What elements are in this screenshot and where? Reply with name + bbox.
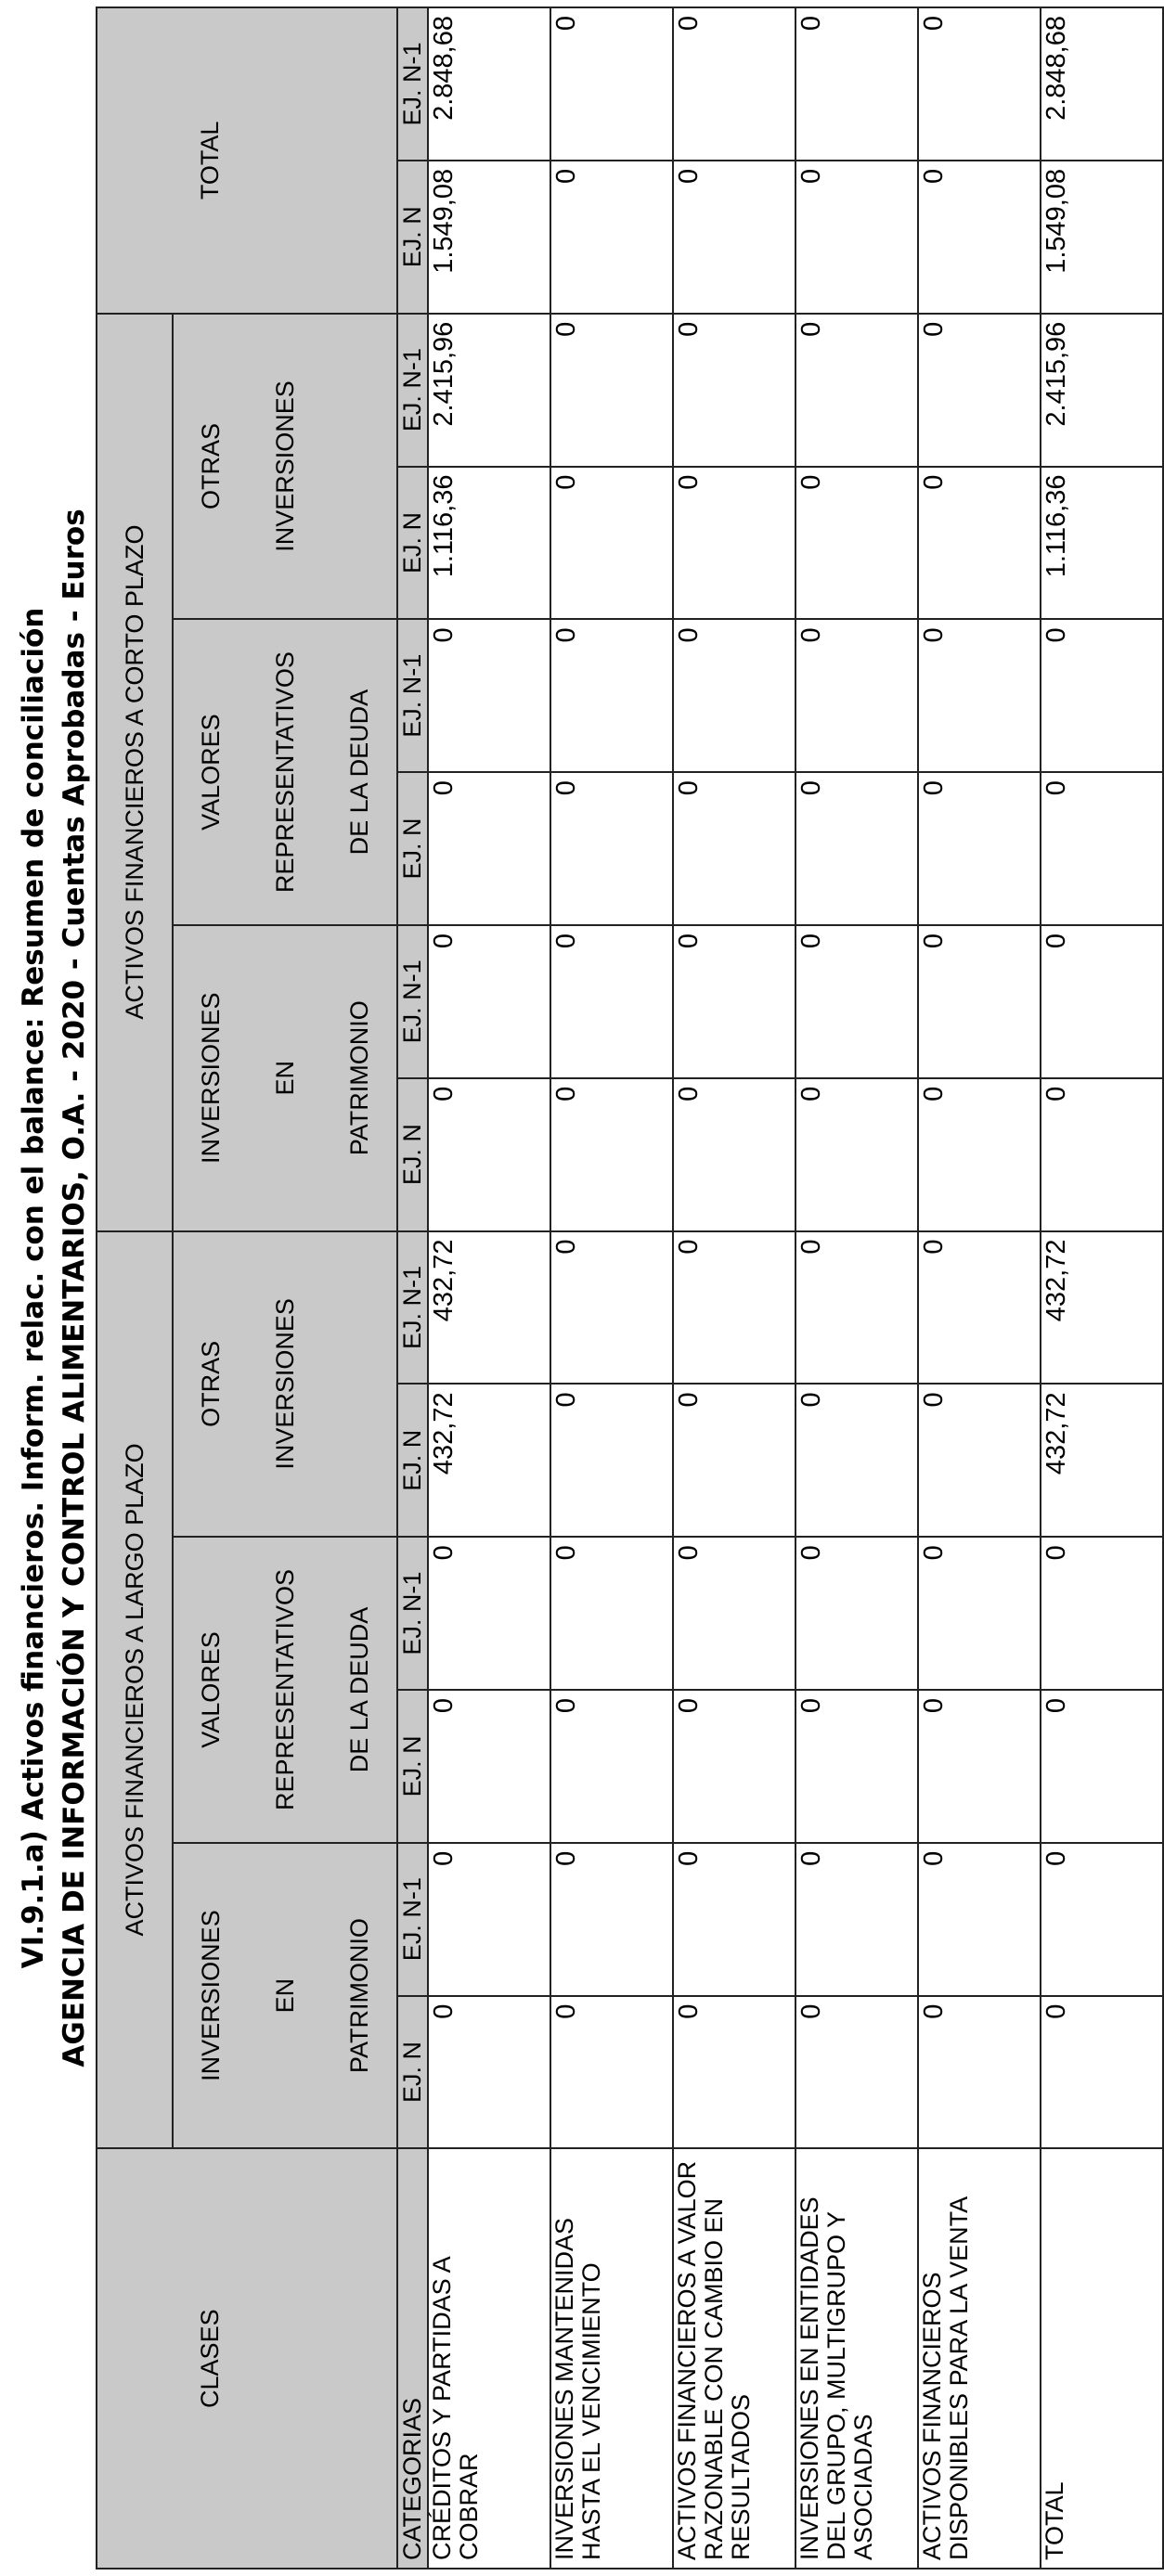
header-lp-valores-3: DE LA DEUDA <box>322 1537 397 1843</box>
cell-value: 0 <box>550 7 673 161</box>
cell-value: 0 <box>673 467 795 620</box>
header-cp-valores-3: DE LA DEUDA <box>322 619 397 925</box>
header-cp-inversiones-3: PATRIMONIO <box>322 925 397 1231</box>
cell-value: 0 <box>795 1690 918 1843</box>
cell-value: 432,72 <box>428 1384 550 1537</box>
cell-value: 0 <box>795 1537 918 1690</box>
header-clases-bottom <box>322 2148 397 2569</box>
cell-value: 0 <box>795 925 918 1078</box>
cell-value: 0 <box>918 1384 1041 1537</box>
cell-value: 0 <box>1041 619 1163 772</box>
cell-value: 0 <box>918 1078 1041 1231</box>
cell-value: 0 <box>918 314 1041 467</box>
cell-value: 0 <box>1041 1690 1163 1843</box>
header-total: TOTAL <box>173 7 248 314</box>
header-cp-valores-2: REPRESENTATIVOS <box>248 619 322 925</box>
header-clases: CLASES <box>173 2148 248 2569</box>
cell-value: 0 <box>550 161 673 314</box>
cell-value: 0 <box>550 314 673 467</box>
header-lp-otras-2: INVERSIONES <box>248 1231 322 1538</box>
header-ej-n: EJ. N <box>397 1690 428 1843</box>
header-ej-n1: EJ. N-1 <box>397 1843 428 1996</box>
cell-value: 0 <box>550 925 673 1078</box>
cell-value: 0 <box>795 772 918 925</box>
header-ej-n: EJ. N <box>397 1078 428 1231</box>
cell-value: 0 <box>918 1996 1041 2149</box>
cell-value: 0 <box>918 7 1041 161</box>
cell-value: 0 <box>428 1843 550 1996</box>
cell-value: 0 <box>1041 1537 1163 1690</box>
header-clases-mid <box>248 2148 322 2569</box>
header-cp-valores-1: VALORES <box>173 619 248 925</box>
header-ej-n1: EJ. N-1 <box>397 314 428 467</box>
cell-value: 1.116,36 <box>428 467 550 620</box>
cell-value: 0 <box>550 1078 673 1231</box>
cell-value: 0 <box>673 1231 795 1385</box>
table-row <box>795 7 918 2569</box>
header-lp-inversiones-2: EN <box>248 1843 322 2149</box>
cell-value: 2.848,68 <box>1041 7 1163 161</box>
header-lp-valores-2: REPRESENTATIVOS <box>248 1537 322 1843</box>
header-ej-n: EJ. N <box>397 1996 428 2149</box>
header-ej-n: EJ. N <box>397 1384 428 1537</box>
cell-value: 0 <box>550 1690 673 1843</box>
cell-value: 0 <box>550 467 673 620</box>
cell-value: 2.415,96 <box>1041 314 1163 467</box>
cell-value: 0 <box>795 1384 918 1537</box>
cell-value: 0 <box>1041 1078 1163 1231</box>
page-title: VI.9.1.a) Activos financieros. Inform. relac. con el balance: Resumen de conciliación <box>17 607 50 1969</box>
cell-value: 0 <box>795 1231 918 1385</box>
cell-value: 0 <box>673 1078 795 1231</box>
header-ej-n1: EJ. N-1 <box>397 619 428 772</box>
cell-value: 0 <box>918 1690 1041 1843</box>
cell-value: 0 <box>795 467 918 620</box>
cell-value: 0 <box>918 161 1041 314</box>
cell-value: 0 <box>795 314 918 467</box>
cell-value: 0 <box>550 1384 673 1537</box>
cell-value: 0 <box>550 1231 673 1385</box>
cell-value: 0 <box>673 1843 795 1996</box>
row-category: INVERSIONES EN ENTIDADES DEL GRUPO, MULTIGRUPO Y ASOCIADAS <box>795 2148 918 2569</box>
cell-value: 1.549,08 <box>428 161 550 314</box>
total-row <box>1041 7 1163 2569</box>
cell-value: 0 <box>918 925 1041 1078</box>
cell-value: 0 <box>795 1996 918 2149</box>
cell-value: 2.848,68 <box>428 7 550 161</box>
cell-value: 0 <box>918 467 1041 620</box>
page-subtitle: AGENCIA DE INFORMACIÓN Y CONTROL ALIMENTARIOS, O.A. - 2020 - Cuentas Aprobadas - Euros <box>58 509 91 2067</box>
cell-value: 0 <box>673 7 795 161</box>
header-lp-inversiones-3: PATRIMONIO <box>322 1843 397 2149</box>
header-cp-inversiones-2: EN <box>248 925 322 1231</box>
header-ej-n1: EJ. N-1 <box>397 925 428 1078</box>
cell-value: 0 <box>795 1078 918 1231</box>
header-lp-valores-1: VALORES <box>173 1537 248 1843</box>
cell-value: 432,72 <box>428 1231 550 1385</box>
row-category: INVERSIONES MANTENIDAS HASTA EL VENCIMIENTO <box>550 2148 673 2569</box>
reconciliation-table <box>96 6 1164 2570</box>
header-cp-otras-1: OTRAS <box>173 314 248 620</box>
cell-value: 0 <box>918 1231 1041 1385</box>
cell-value: 0 <box>673 925 795 1078</box>
cell-value: 432,72 <box>1041 1384 1163 1537</box>
cell-value: 0 <box>550 772 673 925</box>
header-corto-plazo: ACTIVOS FINANCIEROS A CORTO PLAZO <box>97 314 173 1231</box>
cell-value: 0 <box>428 619 550 772</box>
cell-value: 0 <box>673 772 795 925</box>
header-cp-inversiones-1: INVERSIONES <box>173 925 248 1231</box>
header-lp-otras-1: OTRAS <box>173 1231 248 1538</box>
row-category: ACTIVOS FINANCIEROS DISPONIBLES PARA LA VENTA <box>918 2148 1041 2569</box>
header-cp-otras-3 <box>322 314 397 620</box>
cell-value: 0 <box>918 619 1041 772</box>
header-cp-otras-2: INVERSIONES <box>248 314 322 620</box>
header-ej-n1: EJ. N-1 <box>397 7 428 161</box>
cell-value: 0 <box>1041 925 1163 1078</box>
title-block <box>13 0 95 2576</box>
cell-value: 0 <box>550 1996 673 2149</box>
cell-value: 0 <box>795 1843 918 1996</box>
cell-value: 0 <box>795 619 918 772</box>
header-total-mid <box>248 7 322 314</box>
cell-value: 1.116,36 <box>1041 467 1163 620</box>
header-largo-plazo: ACTIVOS FINANCIEROS A LARGO PLAZO <box>97 1231 173 2149</box>
cell-value: 0 <box>673 1996 795 2149</box>
header-total-bottom <box>322 7 397 314</box>
cell-value: 0 <box>428 1690 550 1843</box>
header-categorias: CATEGORIAS <box>397 2148 428 2569</box>
table-row <box>673 7 795 2569</box>
cell-value: 0 <box>673 1384 795 1537</box>
cell-value: 0 <box>428 1078 550 1231</box>
header-lp-inversiones-1: INVERSIONES <box>173 1843 248 2149</box>
cell-value: 0 <box>1041 1843 1163 1996</box>
table-row <box>428 7 550 2569</box>
cell-value: 0 <box>550 619 673 772</box>
cell-value: 0 <box>795 7 918 161</box>
cell-value: 0 <box>1041 1996 1163 2149</box>
header-lp-otras-3 <box>322 1231 397 1538</box>
cell-value: 2.415,96 <box>428 314 550 467</box>
cell-value: 0 <box>428 925 550 1078</box>
cell-value: 0 <box>918 1537 1041 1690</box>
cell-value: 0 <box>673 1537 795 1690</box>
cell-value: 0 <box>673 619 795 772</box>
cell-value: 0 <box>550 1843 673 1996</box>
cell-value: 0 <box>428 1996 550 2149</box>
cell-value: 432,72 <box>1041 1231 1163 1385</box>
cell-value: 0 <box>673 161 795 314</box>
cell-value: 0 <box>918 1843 1041 1996</box>
header-clases-top <box>97 2148 173 2569</box>
cell-value: 0 <box>1041 772 1163 925</box>
row-category: CRÉDITOS Y PARTIDAS A COBRAR <box>428 2148 550 2569</box>
header-ej-n: EJ. N <box>397 161 428 314</box>
cell-value: 0 <box>428 1537 550 1690</box>
row-category: TOTAL <box>1041 2148 1163 2569</box>
cell-value: 0 <box>918 772 1041 925</box>
cell-value: 0 <box>795 161 918 314</box>
header-ej-n: EJ. N <box>397 467 428 620</box>
cell-value: 0 <box>550 1537 673 1690</box>
table-row <box>550 7 673 2569</box>
cell-value: 0 <box>673 1690 795 1843</box>
header-ej-n1: EJ. N-1 <box>397 1537 428 1690</box>
cell-value: 0 <box>428 772 550 925</box>
header-total-top <box>97 7 173 314</box>
cell-value: 0 <box>673 314 795 467</box>
header-ej-n: EJ. N <box>397 772 428 925</box>
header-ej-n1: EJ. N-1 <box>397 1231 428 1385</box>
row-category: ACTIVOS FINANCIEROS A VALOR RAZONABLE CON CAMBIO EN RESULTADOS <box>673 2148 795 2569</box>
table-row <box>918 7 1041 2569</box>
cell-value: 1.549,08 <box>1041 161 1163 314</box>
